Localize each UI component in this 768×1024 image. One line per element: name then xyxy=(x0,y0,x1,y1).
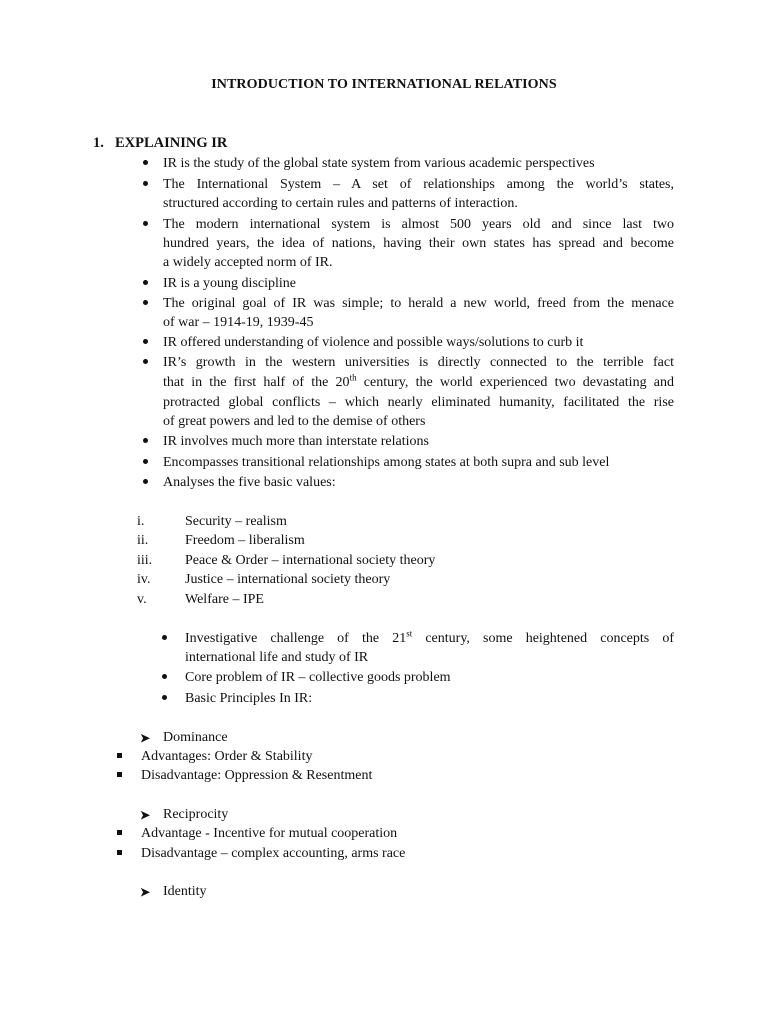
list-item: IR offered understanding of violence and possible ways/solutions to curb it xyxy=(163,335,584,350)
square-bullet xyxy=(114,766,124,786)
bullet-dot xyxy=(140,274,150,294)
list-item: Basic Principles In IR: xyxy=(185,691,313,706)
bullet-dot xyxy=(140,215,150,235)
bullet-dot xyxy=(159,689,169,709)
list-item: Core problem of IR – collective goods problem xyxy=(185,670,451,685)
bullet-dot xyxy=(159,668,169,688)
arrow-bullet-icon: ➤ xyxy=(140,885,151,899)
principle-item: Disadvantage: Oppression & Resentment xyxy=(141,768,373,783)
principle-item: Advantages: Order & Stability xyxy=(141,749,313,764)
roman-numeral: v. xyxy=(137,592,147,607)
principle-item: Disadvantage – complex accounting, arms race xyxy=(141,846,406,861)
bullet-dot xyxy=(140,453,150,473)
principle-heading: Reciprocity xyxy=(163,807,229,822)
value-item: Peace & Order – international society theory xyxy=(185,553,436,568)
roman-numeral: i. xyxy=(137,514,145,529)
page-title: INTRODUCTION TO INTERNATIONAL RELATIONS xyxy=(211,77,557,92)
bullet-dot xyxy=(140,294,150,314)
text-fragment: century, the world experienced two devastating and xyxy=(356,375,674,390)
principle-heading: Dominance xyxy=(163,730,228,745)
arrow-bullet-icon: ➤ xyxy=(140,808,151,822)
value-item: Freedom – liberalism xyxy=(185,533,305,548)
text-fragment: Investigative challenge of the 21 xyxy=(185,631,407,646)
square-bullet xyxy=(114,844,124,864)
roman-numeral: iii. xyxy=(137,553,153,568)
superscript: th xyxy=(349,372,357,383)
bullet-dot xyxy=(140,333,150,353)
list-item-continued: a widely accepted norm of IR. xyxy=(163,255,333,270)
list-item: IR is the study of the global state system from various academic perspectives xyxy=(163,156,595,171)
list-item-continued: of great powers and led to the demise of others xyxy=(163,414,426,429)
roman-numeral: iv. xyxy=(137,572,151,587)
principle-heading: Identity xyxy=(163,884,207,899)
text-fragment: that in the first half of the 20 xyxy=(163,375,350,390)
bullet-dot xyxy=(140,473,150,493)
arrow-bullet-icon: ➤ xyxy=(140,731,151,745)
bullet-dot xyxy=(159,629,169,649)
bullet-dot xyxy=(140,432,150,452)
list-item: IR’s growth in the western universities is directly connected to the terrible fact xyxy=(163,355,674,370)
list-item: IR is a young discipline xyxy=(163,276,296,291)
bullet-dot xyxy=(140,175,150,195)
square-bullet xyxy=(114,824,124,844)
section-heading xyxy=(93,135,227,152)
list-item: The original goal of IR was simple; to herald a new world, freed from the menace xyxy=(163,296,674,311)
list-item: Analyses the five basic values: xyxy=(163,475,336,490)
list-item xyxy=(185,629,674,649)
value-item: Welfare – IPE xyxy=(185,592,264,607)
list-item-continued: protracted global conflicts – which nearly eliminated humanity, facilitated the rise xyxy=(163,395,674,410)
list-item: The International System – A set of relationships among the world’s states, xyxy=(163,177,674,192)
section-number: 1. xyxy=(93,135,104,151)
section-heading-text: EXPLAINING IR xyxy=(115,135,228,151)
bullet-dot xyxy=(140,154,150,174)
superscript: st xyxy=(406,628,413,639)
roman-numeral: ii. xyxy=(137,533,149,548)
list-item: The modern international system is almost 500 years old and since last two xyxy=(163,217,674,232)
list-item-continued: international life and study of IR xyxy=(185,650,369,665)
value-item: Security – realism xyxy=(185,514,287,529)
list-item-continued: structured according to certain rules and patterns of interaction. xyxy=(163,196,518,211)
list-item-continued: hundred years, the idea of nations, having their own states has spread and become xyxy=(163,236,674,251)
list-item-continued: of war – 1914-19, 1939-45 xyxy=(163,315,314,330)
bullet-dot xyxy=(140,353,150,373)
list-item: Encompasses transitional relationships among states at both supra and sub level xyxy=(163,455,610,470)
list-item: IR involves much more than interstate relations xyxy=(163,434,429,449)
principle-item: Advantage - Incentive for mutual cooperation xyxy=(141,826,398,841)
text-fragment: century, some heightened concepts of xyxy=(412,631,675,646)
value-item: Justice – international society theory xyxy=(185,572,391,587)
list-item-continued xyxy=(163,373,674,393)
square-bullet xyxy=(114,747,124,767)
